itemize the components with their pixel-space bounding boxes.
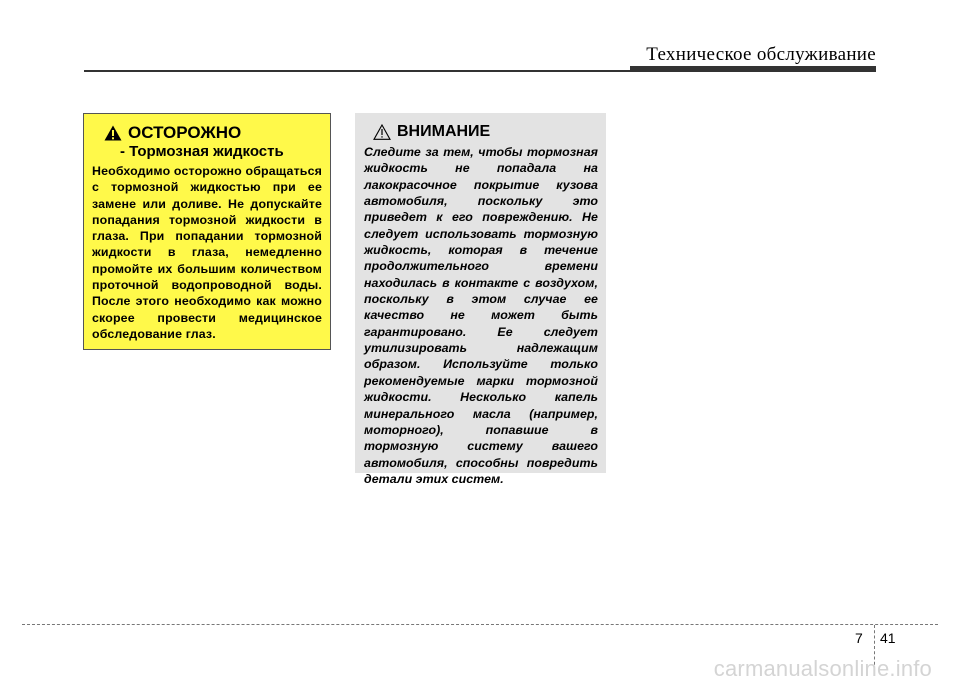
header-rule	[84, 70, 632, 72]
warning-triangle-icon	[104, 125, 122, 141]
warning-title: ОСТОРОЖНО	[128, 123, 242, 142]
warning-subtitle: - Тормозная жидкость	[120, 143, 284, 160]
warning-box	[83, 113, 331, 350]
caution-body: Следите за тем, чтобы тормозная жидкость не попадала на лакокрасочное покрытие кузова автомобиля, поскольку это приведет к его повреждению. Не следует использовать тормозную жидкость, которая в течение продолжительного времени находилась в контакте с воздухом, поскольку в этом случае ее качество не может быть гарантировано. Ее следует утилизировать надлежащим образом. Используйте только рекомендуемые марки тормозной жидкости. Несколько капель минерального масла (например, моторного), попавшие в тормозную систему вашего автомобиля, способны повредить детали этих систем.	[364, 145, 598, 486]
caution-box	[355, 113, 606, 486]
caution-heading	[364, 123, 598, 141]
footer-divider	[22, 624, 938, 625]
warning-heading	[92, 124, 322, 142]
header-rule-thick	[630, 66, 876, 72]
page-chapter: 7	[855, 630, 863, 646]
caution-title: ВНИМАНИЕ	[397, 123, 491, 140]
warning-body: Необходимо осторожно обращаться с тормозной жидкостью при ее замене или доливе. Не допускайте попадания тормозной жидкости в глаза. При попадании тормозной жидкости в глаза, немедленно промойте их большим количеством проточной водопроводной воды. После этого необходимо как можно скорее провести медицинское обследование глаз.	[92, 164, 322, 341]
caution-triangle-icon	[373, 124, 391, 140]
header-title: Техническое обслуживание	[646, 44, 876, 65]
page-number: 41	[880, 630, 896, 646]
watermark: carmanualsonline.info	[713, 656, 932, 681]
